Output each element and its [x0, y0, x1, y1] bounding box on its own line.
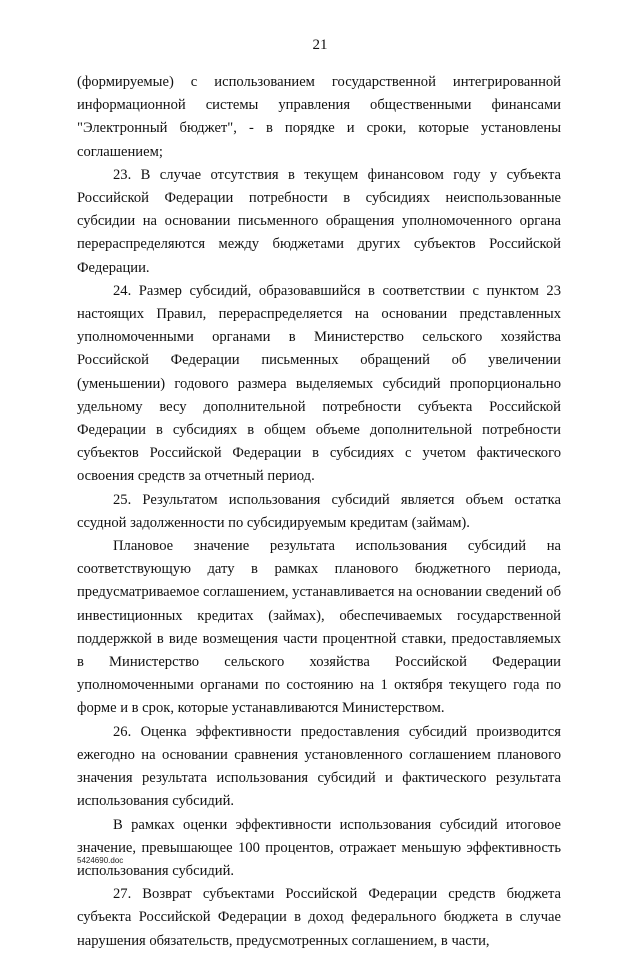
paragraph-24: 24. Размер субсидий, образовавшийся в соответствии с пунктом 23 настоящих Правил, перераспределяется на основании представленных уполномоченными органами в Министерство сельского хозяйства Российской Федерации письменных обращений об увеличении (уменьшении) годового размера выделяемых субсидий пропорционально удельному весу дополнительной потребности субъекта Российской Федерации в субсидиях в общем объеме дополнительной потребности субъектов Российской Федерации в субсидиях с учетом фактического освоения средств за отчетный период.: [77, 282, 561, 485]
document-body: [77, 71, 561, 953]
paragraph-25: 25. Результатом использования субсидий является объем остатка ссудной задолженности по субсидируемым кредитам (займам).: [77, 491, 561, 531]
document-footer-filename: 5424690.doc: [77, 856, 124, 865]
paragraph-25-planned-value: Плановое значение результата использования субсидий на соответствующую дату в рамках планового бюджетного периода, предусматриваемое соглашением, устанавливается на основании сведений об инвестиционных кредитах (займах), обеспечиваемых государственной поддержкой в виде возмещения части процентной ставки, предоставляемых в Министерство сельского хозяйства Российской Федерации уполномоченными органами по состоянию на 1 октября текущего года по форме и в срок, которые устанавливаются Министерством.: [77, 538, 561, 717]
paragraph-27: 27. Возврат субъектами Российской Федерации средств бюджета субъекта Российской Федерации в доход федерального бюджета в случае нарушения обязательств, предусмотренных соглашением, в части,: [77, 886, 561, 949]
page-number: 21: [312, 37, 328, 53]
paragraph-23: 23. В случае отсутствия в текущем финансовом году у субъекта Российской Федерации потребности в субсидиях неиспользованные субсидии на основании письменного обращения уполномоченного органа перераспределяются между бюджетами других субъектов Российской Федерации.: [77, 166, 561, 276]
paragraph-26: 26. Оценка эффективности предоставления субсидий производится ежегодно на основании сравнения установленного соглашением планового значения результата использования субсидий и фактического результата использования субсидий.: [77, 723, 561, 810]
paragraph-1: (формируемые) с использованием государственной интегрированной информационной системы управления общественными финансами "Электронный бюджет", - в порядке и сроки, которые установлены соглашением;: [77, 74, 561, 160]
paragraph-26-efficiency: В рамках оценки эффективности использования субсидий итоговое значение, превышающее 100 процентов, отражает меньшую эффективность использования субсидий.: [77, 816, 561, 879]
